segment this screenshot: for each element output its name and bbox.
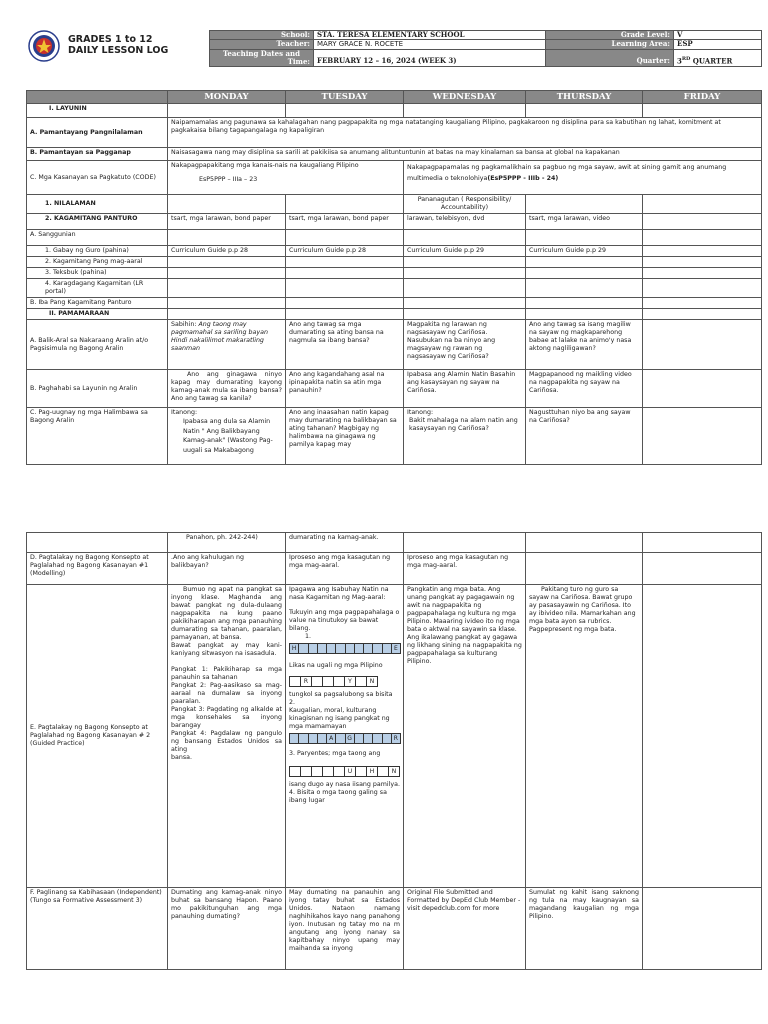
teacher-label: Teacher:: [210, 40, 314, 49]
day-monday: MONDAY: [168, 91, 286, 104]
cell: [286, 104, 404, 118]
cell: [286, 195, 404, 214]
balik-thu: Ano ang tawag sa isang magiliw na sayaw ng magkaparehong babae at lalake na animo'y nasa aktong nagliligawan?: [526, 320, 643, 370]
puzzle-cell: R: [391, 733, 401, 744]
etalakay-tue-p3: 1.: [305, 633, 312, 640]
pamamaraan-label: II. PAMAMARAAN: [27, 309, 168, 320]
dates-label-line-2: Time:: [287, 56, 310, 66]
balik-mon: [168, 320, 286, 370]
dtalakay-label: D. Pagtalakay ng Bagong Konsepto at Paglalahad ng Bagong Kasanayan #1 (Modelling): [27, 553, 168, 585]
balik-mon-quote: Ang taong may pagmamahal sa sariling bayan Hindi nakalilimot makaratling saanman: [171, 321, 268, 352]
etalakay-mon-p7: bansa.: [171, 754, 192, 761]
kasanayan-wed: [404, 161, 762, 195]
puzzle-row-3: [289, 733, 400, 744]
fpaglinang-wed: Original File Submitted and Formatted by DepEd Club Member - visit depedclub.com for more: [404, 888, 526, 970]
cell: [168, 298, 286, 309]
cell: [404, 298, 526, 309]
gabay-mon: Curriculum Guide p.p 28: [168, 246, 286, 257]
pangnilalaman-text: Naipamamalas ang pagunawa sa kahalagahan nang pagpapakita ng mga natatanging kaugaliang Pilipino, pagkakaroon ng disiplina para sa kabutihan ng lahat, komitment at pagkakaisa bilang tagapangalaga ng kapaligiran: [168, 118, 762, 148]
puzzle-cell: H: [366, 766, 378, 777]
cell: [643, 214, 762, 230]
lesson-log-table: [26, 90, 762, 465]
kagamitan-mon: tsart, mga larawan, bond paper: [168, 214, 286, 230]
puzzle-cell: U: [344, 766, 356, 777]
cell: [526, 533, 643, 553]
cell: [526, 257, 643, 268]
etalakay-thu: Pakitang turo ng guro sa sayaw na Cariñosa. Bawat grupo ay pasasayawin ng Cariñosa. Ito ay ibivideo nila. Mamarkahan ang mga bata ayon sa rubrics. Pagpepresent ng mga bata.: [526, 585, 643, 888]
cell: [404, 104, 526, 118]
cell: [643, 279, 762, 298]
cell: [168, 195, 286, 214]
etalakay-mon-p5: Pangkat 3: Pagdating ng alkalde at mga konsehales sa inyong barangay: [171, 706, 282, 729]
nilalaman-wed: Pananagutan ( Responsibility/ Accountability): [404, 195, 526, 214]
cell: [643, 104, 762, 118]
etalakay-mon: [168, 585, 286, 888]
puzzle-cell: G: [345, 733, 355, 744]
school-label: School:: [210, 31, 314, 40]
balik-mon-lead: Sabihin:: [171, 321, 199, 328]
etalakay-tue-p9: isang dugo ay nasa iisang pamilya.: [289, 781, 400, 788]
etalakay-tue-p2: Tukuyin ang mga pagpapahalaga o value na tinutukoy sa bawat bilang.: [289, 609, 400, 632]
puzzle-cell: R: [300, 676, 312, 687]
cell: [526, 553, 643, 585]
dtalakay-mon: .Ano ang kahulugan ng balikbayan?: [168, 553, 286, 585]
pagganap-text: Naisasagawa nang may disiplina sa sarili at pakikiisa sa anumang alituntuntunin at batas na may kinalaman sa bansa at global na kapakanan: [168, 148, 762, 161]
pagugnay-wed-text: Bakit mahalaga na alam natin ang kasaysayan ng Cariñosa?: [409, 417, 518, 432]
kasanayan-label: C. Mga Kasanayan sa Pagkatuto (CODE): [27, 161, 168, 195]
day-friday: FRIDAY: [643, 91, 762, 104]
header-info-table: [209, 30, 762, 67]
etalakay-mon-p1: Bumuo ng apat na pangkat sa inyong klase. Maghanda ang bawat pangkat ng dula-dulaang nagpapakita na kung paano pakikiharapan ang mga panauhing dumarating sa tahanan, paaralan, pamayanan, at bansa.: [171, 586, 282, 641]
etalakay-wed: Pangkatin ang mga bata. Ang unang pangkat ay pagagawain ng awit na nagpapakita ng pagpapahalaga ng kultura ng mga Pilipino. Maaaring ivideo ito ng mga bata o aktwal na sayawin sa klase. Ang ikalawang pangkat ay gagawa ng likhang sining na nagpapakita ng pagpapahalaga sa kulturang Pilipino.: [404, 585, 526, 888]
school-value: STA. TERESA ELEMENTARY SCHOOL: [314, 31, 546, 40]
area-label: Learning Area:: [546, 40, 674, 49]
document-title: [68, 34, 168, 56]
cell: [404, 309, 526, 320]
cell: [404, 279, 526, 298]
puzzle-row-4: [289, 766, 400, 777]
etalakay-mon-p4: Pangkat 2: Pag-aasikaso sa mag-aaraal na dumalaw sa inyong paaralan.: [171, 682, 282, 705]
etalakay-tue: [286, 585, 404, 888]
etalakay-tue-p7: Kaugalian, moral, kulturang kinagisnan ng isang pangkat ng mga mamamayan: [289, 707, 390, 730]
dtalakay-wed: Iproseso ang mga kasagutan ng mga mag-aaral.: [404, 553, 526, 585]
cell: [286, 268, 404, 279]
cell: [643, 408, 762, 465]
dates-label: [210, 49, 314, 66]
kasanayan-mon-text: Nakapagpapakitang mga kanais-nais na kaugaliang Pilipino: [171, 162, 359, 169]
puzzle-cell: N: [366, 676, 378, 687]
corner-cell: [27, 91, 168, 104]
puzzle-row-1: [289, 643, 400, 654]
quarter-label: Quarter:: [546, 49, 674, 66]
kagamitan-wed: larawan, telebisyon, dvd: [404, 214, 526, 230]
grade-label: Grade Level:: [546, 31, 674, 40]
pagugnay-tue: Ano ang inaasahan natin kapag may dumarating na balikbayan sa ating tahanan? Magbigay ng halimbawa na ginagawa ng pamilya kapag may: [286, 408, 404, 465]
gabay-tue: Curriculum Guide p.p 28: [286, 246, 404, 257]
pagganap-label: B. Pamantayan sa Pagganap: [27, 148, 168, 161]
cell: [643, 195, 762, 214]
puzzle-cell: H: [289, 643, 299, 654]
puzzle-row-2: [289, 676, 400, 687]
pagugnay-wed: [404, 408, 526, 465]
iba-label: B. Iba Pang Kagamitang Panturo: [27, 298, 168, 309]
gabay-label: 1. Gabay ng Guro (pahina): [27, 246, 168, 257]
gabay-thu: Curriculum Guide p.p 29: [526, 246, 643, 257]
cell: [643, 268, 762, 279]
cell: [526, 230, 643, 246]
cell: [404, 533, 526, 553]
etalakay-tue-p8: 3. Paryentes; mga taong ang: [289, 750, 381, 757]
cell: [286, 298, 404, 309]
cell: [526, 195, 643, 214]
puzzle-cell: Y: [344, 676, 356, 687]
day-wednesday: WEDNESDAY: [404, 91, 526, 104]
pagugnay-mon-lead: Itanong:: [171, 409, 198, 416]
pagugnay-mon: [168, 408, 286, 465]
teacher-value: MARY GRACE N. ROCETE: [314, 40, 546, 49]
balik-wed: Magpakita ng larawan ng nagsasayaw ng Cariñosa. Nasubukan na ba ninyo ang magsayaw ng rawan ng nagsasayaw ng Cariñosa?: [404, 320, 526, 370]
fpaglinang-label: F. Paglinang sa Kabihasaan (Independent) (Tungo sa Formative Assessment 3): [27, 888, 168, 970]
cell: [643, 257, 762, 268]
paghahabi-mon: Ano ang ginagawa ninyo kapag may dumarating kayong kamag-anak mula sa ibang bansa? Ano ang tawag sa kanila?: [168, 370, 286, 408]
etalakay-mon-p6: Pangkat 4: Pagdalaw ng pangulo ng bansang Estados Unidos sa ating: [171, 730, 282, 753]
cell: [643, 553, 762, 585]
title-line-2: DAILY LESSON LOG: [68, 45, 169, 56]
balik-label: A. Balik-Aral sa Nakaraang Aralin at/o Pagsisimula ng Bagong Aralin: [27, 320, 168, 370]
cell: [286, 230, 404, 246]
kagamitan-label: 2. KAGAMITANG PANTURO: [27, 214, 168, 230]
etalakay-label: E. Pagtalakay ng Bagong Konsepto at Paglalahad ng Bagong Kasanayan # 2 (Guided Practice): [27, 585, 168, 888]
cell: [404, 257, 526, 268]
kagamitan-tue: tsart, mga larawan, bond paper: [286, 214, 404, 230]
etalakay-tue-p5: tungkol sa pagsalubong sa bisita: [289, 691, 393, 698]
cell: [643, 533, 762, 553]
balik-tue: Ano ang tawag sa mga dumarating sa ating bansa na nagmula sa ibang bansa?: [286, 320, 404, 370]
etalakay-mon-p2: Bawat pangkat ay may kani-kaniyang sitwasyon na isasadula.: [171, 642, 282, 657]
cell: [643, 585, 762, 888]
deped-seal: [28, 30, 60, 62]
cell: [168, 268, 286, 279]
quarter-suffix: RD: [681, 56, 691, 63]
gabay-wed: Curriculum Guide p.p 29: [404, 246, 526, 257]
grade-value: V: [674, 31, 762, 40]
quarter-number: 3: [677, 56, 682, 66]
cell: [286, 279, 404, 298]
quarter-text: QUARTER: [690, 56, 733, 66]
cont-tue: dumarating na kamag-anak.: [286, 533, 404, 553]
kasanayan-wed-text: Nakapagpapamalas ng pagkamalikhain sa pagbuo ng mga sayaw, awit at sining gamit ang anumang multimedia o teknolohiya: [407, 164, 727, 182]
cell: [643, 309, 762, 320]
cell: [526, 309, 643, 320]
cell: [643, 370, 762, 408]
kasanayan-mon: [168, 161, 404, 195]
lr-label: 4. Karagdagang Kagamitan (LR portal): [27, 279, 168, 298]
cell: [643, 320, 762, 370]
pagugnay-wed-lead: Itanong:: [407, 409, 434, 416]
teksbuk-label: 3. Teksbuk (pahina): [27, 268, 168, 279]
cell: [168, 309, 286, 320]
area-value: ESP: [674, 40, 762, 49]
layunin-label: I. LAYUNIN: [27, 104, 168, 118]
cont-mon: Panahon, ph. 242-244): [168, 533, 286, 553]
cell: [643, 298, 762, 309]
cell: [643, 888, 762, 970]
lesson-log-table-continued: [26, 532, 762, 970]
kagamitan-thu: tsart, mga larawan, video: [526, 214, 643, 230]
cell: [168, 257, 286, 268]
cell: [526, 104, 643, 118]
kasanayan-mon-code: EsP5PPP – IIIa – 23: [199, 176, 258, 183]
etalakay-tue-p10: 4. Bisita o mga taong galing sa ibang lugar: [289, 789, 387, 804]
cell: [168, 230, 286, 246]
puzzle-cell: A: [326, 733, 336, 744]
dates-value: FEBRUARY 12 – 16, 2024 (WEEK 3): [314, 49, 546, 66]
cell: [526, 268, 643, 279]
day-thursday: THURSDAY: [526, 91, 643, 104]
cell: [168, 279, 286, 298]
cell: [286, 257, 404, 268]
cell: [643, 246, 762, 257]
etalakay-tue-p1: Ipagawa ang Isabuhay Natin na nasa Kagamitan ng Mag-aaral:: [289, 586, 389, 601]
pangnilalaman-label: A. Pamantayang Pangnilalaman: [27, 118, 168, 148]
cell: [286, 309, 404, 320]
cell: [526, 298, 643, 309]
paghahabi-label: B. Paghahabi sa Layunin ng Aralin: [27, 370, 168, 408]
fpaglinang-thu: Sumulat ng kahit isang saknong ng tula na may kaugnayan sa magandang kaugalian ng mga Pilipino.: [526, 888, 643, 970]
pagugnay-label: C. Pag-uugnay ng mga Halimbawa sa Bagong Aralin: [27, 408, 168, 465]
title-line-1: GRADES 1 to 12: [68, 34, 153, 45]
cell: [404, 268, 526, 279]
dtalakay-tue: Iproseso ang mga kasagutan ng mga mag-aaral.: [286, 553, 404, 585]
puzzle-cell: N: [388, 766, 400, 777]
fpaglinang-tue: May dumating na panauhin ang iyong tatay buhat sa Estados Unidos. Nataon namang naghihikahos kayo nang panahong iyon. Inutusan ng tatay mo na m angutang ang iyong nanay sa kapitbahay ninyo upang may maihanda sa inyong: [286, 888, 404, 970]
cell: [526, 279, 643, 298]
quarter-value: [674, 49, 762, 66]
paghahabi-tue: Ano ang kagandahang asal na ipinapakita natin sa atin mga panauhin?: [286, 370, 404, 408]
fpaglinang-mon: Dumating ang kamag-anak ninyo buhat sa bansang Hapon. Paano mo pakikitunguhan ang mga panauhing dumating?: [168, 888, 286, 970]
cell: [168, 104, 286, 118]
magaaral-label: 2. Kagamitang Pang mag-aaral: [27, 257, 168, 268]
etalakay-mon-p3: Pangkat 1: Pakikiharap sa mga panauhin sa tahanan: [171, 666, 282, 681]
paghahabi-thu: Magpapanood ng maikling video na nagpapakita ng sayaw na Cariñosa.: [526, 370, 643, 408]
etalakay-tue-p4: Likas na ugali ng mga Pilipino: [289, 662, 383, 669]
nilalaman-label: 1. NILALAMAN: [27, 195, 168, 214]
cell: [643, 230, 762, 246]
cell: [27, 533, 168, 553]
etalakay-tue-p6: 2.: [289, 699, 296, 706]
dates-label-line-1: Teaching Dates and: [222, 49, 301, 58]
sanggunian-label: A. Sanggunian: [27, 230, 168, 246]
pagugnay-mon-text: Ipabasa ang dula sa Alamin Natin " Ang Balikbayang Kamag-anak" (Wastong Pag-uugali sa Makabagong: [183, 418, 273, 454]
day-tuesday: TUESDAY: [286, 91, 404, 104]
pagugnay-thu: Nagusttuhan niyo ba ang sayaw na Cariñosa?: [526, 408, 643, 465]
puzzle-cell: E: [391, 643, 401, 654]
paghahabi-wed: Ipabasa ang Alamin Natin Basahin ang kasaysayan ng sayaw na Cariñosa.: [404, 370, 526, 408]
cell: [404, 230, 526, 246]
kasanayan-wed-code: (EsP5PPP - IIIb - 24): [487, 175, 559, 182]
